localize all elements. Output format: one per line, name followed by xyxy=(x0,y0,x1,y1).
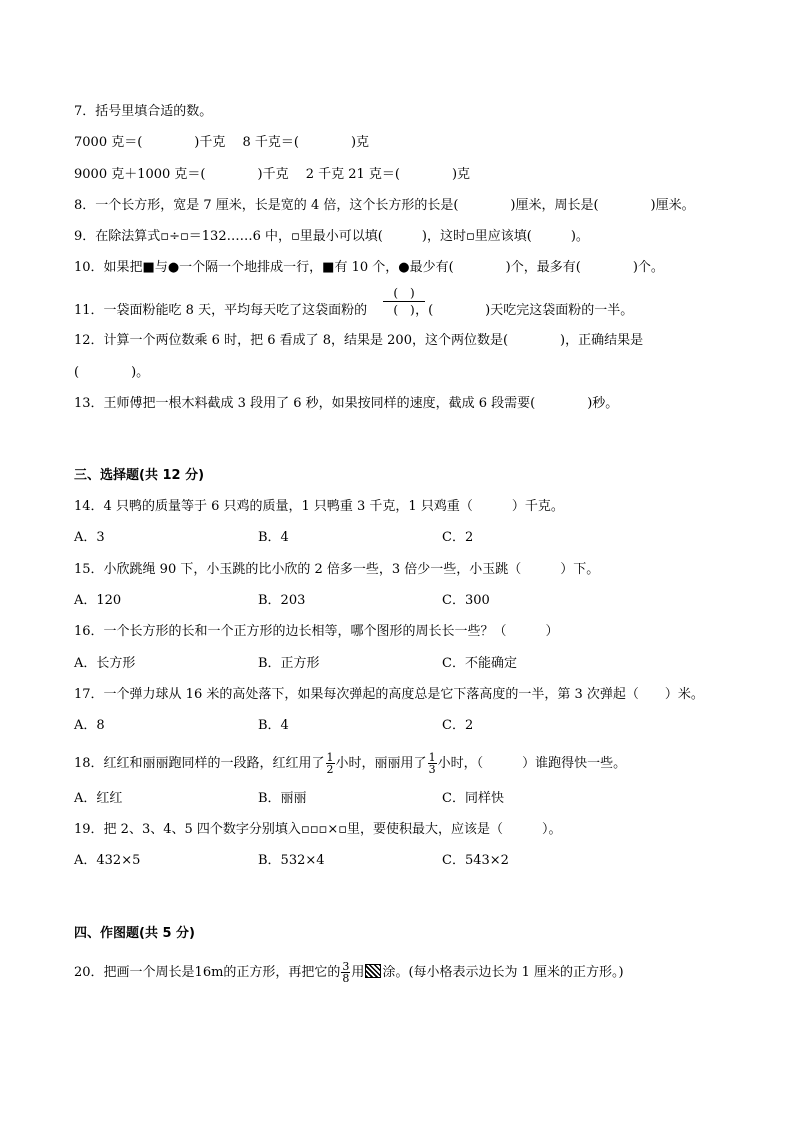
q18-f2-denominator: 3 xyxy=(428,763,436,776)
q12-line2: ( )。 xyxy=(74,365,150,380)
q20-part2: 用 xyxy=(351,965,365,980)
q18-option-b[interactable]: B．丽丽 xyxy=(258,791,307,806)
q18-part2: 小时，丽丽用了 xyxy=(335,756,427,771)
q18-option-c[interactable]: C．同样快 xyxy=(442,791,504,806)
q17-option-a[interactable]: A．8 xyxy=(74,718,105,733)
q20-numerator: 3 xyxy=(342,960,350,973)
q9-text: 9．在除法算式▫÷▫＝132……6 中，▫里最小可以填( )，这时▫里应该填( )。 xyxy=(74,229,589,244)
q19-option-c[interactable]: C．543×2 xyxy=(442,853,509,868)
q14-option-c[interactable]: C．2 xyxy=(442,530,474,545)
q17-text: 17．一个弹力球从 16 米的高处落下，如果每次弹起的高度总是它下落高度的一半，第 3 次弹起（ ）米。 xyxy=(74,687,704,702)
q18-text xyxy=(74,752,626,775)
q14-option-b[interactable]: B．4 xyxy=(258,530,289,545)
q17-option-b[interactable]: B．4 xyxy=(258,718,289,733)
hatch-pattern-icon xyxy=(365,964,381,978)
q18-f2-numerator: 1 xyxy=(428,751,436,764)
q11-frac-numerator: ( ) xyxy=(393,286,415,300)
section4-heading: 四、作图题(共 5 分) xyxy=(74,926,195,941)
q18-part3: 小时，（ ）谁跑得快一些。 xyxy=(437,756,627,771)
q7-title: 7．括号里填合适的数。 xyxy=(74,104,213,119)
q20-part3: 涂。(每小格表示边长为 1 厘米的正方形。) xyxy=(382,965,624,980)
q18-f1-denominator: 2 xyxy=(326,763,334,776)
q18-fraction-1 xyxy=(326,752,335,775)
q13-text: 13．王师傅把一根木料截成 3 段用了 6 秒，如果按同样的速度，截成 6 段需要( )秒。 xyxy=(74,396,619,411)
q20-part1: 20．把画一个周长是16m的正方形，再把它的 xyxy=(74,965,341,980)
q16-text: 16．一个长方形的长和一个正方形的边长相等，哪个图形的周长长一些？（ ） xyxy=(74,624,559,639)
q10-text: 10．如果把■与●一个隔一个地排成一行，■有 10 个，●最少有( )个，最多有( )个。 xyxy=(74,260,664,275)
section3-heading: 三、选择题(共 12 分) xyxy=(74,468,205,483)
q18-option-a[interactable]: A．红红 xyxy=(74,791,123,806)
q18-part1: 18．红红和丽丽跑同样的一段路，红红用了 xyxy=(74,756,325,771)
q14-option-a[interactable]: A．3 xyxy=(74,530,105,545)
q7-row2: 9000 克＋1000 克＝( )千克 2 千克 21 克＝( )克 xyxy=(74,167,471,182)
q15-text: 15．小欣跳绳 90 下，小玉跳的比小欣的 2 倍多一些，3 倍少一些，小玉跳（ ）下。 xyxy=(74,562,600,577)
q18-fraction-2 xyxy=(428,752,437,775)
q8-text: 8．一个长方形，宽是 7 厘米，长是宽的 4 倍，这个长方形的长是( )厘米，周长是( )厘米。 xyxy=(74,198,695,213)
q20-fraction xyxy=(341,961,350,984)
q16-option-a[interactable]: A．长方形 xyxy=(74,656,136,671)
q19-option-a[interactable]: A．432×5 xyxy=(74,853,141,868)
q11-before: 11．一袋面粉能吃 8 天，平均每天吃了这袋面粉的 xyxy=(74,303,368,318)
q15-option-c[interactable]: C．300 xyxy=(442,593,490,608)
q15-option-a[interactable]: A．120 xyxy=(74,593,122,608)
q16-option-c[interactable]: C．不能确定 xyxy=(442,656,517,671)
q16-option-b[interactable]: B．正方形 xyxy=(258,656,320,671)
q14-text: 14．4 只鸭的质量等于 6 只鸡的质量，1 只鸭重 3 千克，1 只鸡重（ ）千克。 xyxy=(74,499,564,514)
q19-option-b[interactable]: B．532×4 xyxy=(258,853,325,868)
q11-line xyxy=(74,302,633,320)
q11-frac-denominator: ( ) xyxy=(393,303,415,317)
q19-text: 19．把 2、3、4、5 四个数字分别填入▫▫▫×▫里，要使积最大，应该是（ ）。 xyxy=(74,822,562,837)
q18-f1-numerator: 1 xyxy=(326,751,334,764)
q20-denominator: 8 xyxy=(342,972,350,985)
q7-row1: 7000 克＝( )千克 8 千克＝( )克 xyxy=(74,135,370,150)
q20-text xyxy=(74,961,624,984)
q15-option-b[interactable]: B．203 xyxy=(258,593,306,608)
q11-after: ，( )天吃完这袋面粉的一半。 xyxy=(415,303,634,318)
q12-line1: 12．计算一个两位数乘 6 时，把 6 看成了 8，结果是 200，这个两位数是( )，正确结果是 xyxy=(74,333,644,348)
q17-option-c[interactable]: C．2 xyxy=(442,718,474,733)
